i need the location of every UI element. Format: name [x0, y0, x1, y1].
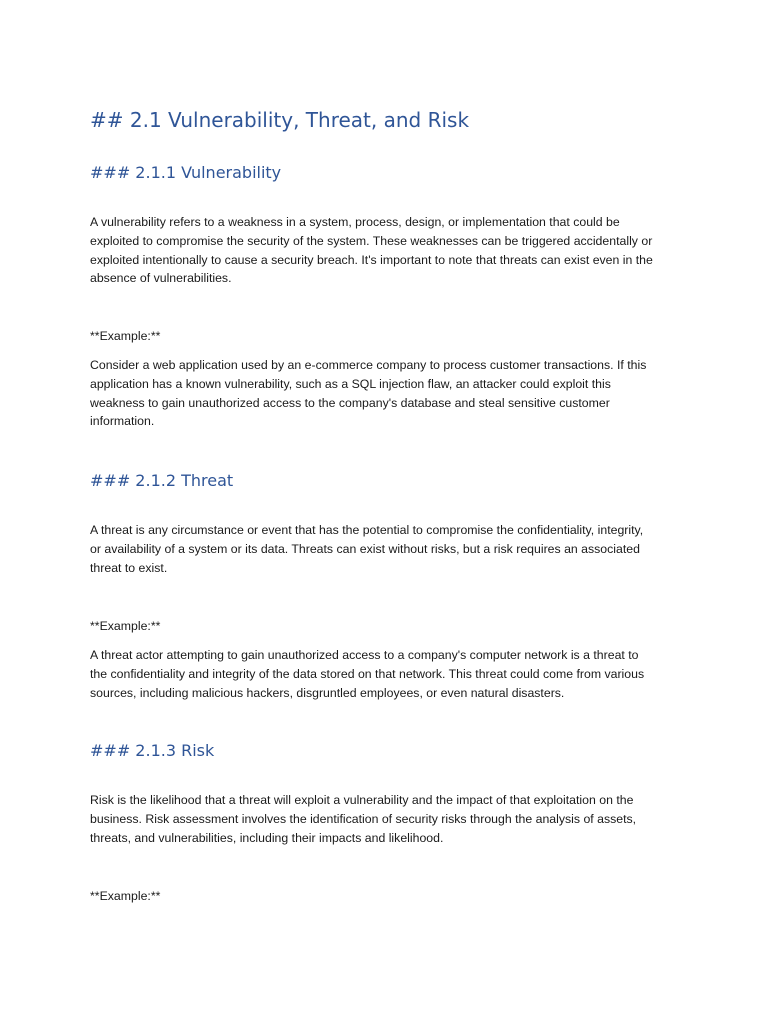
paragraph-line: information.: [90, 414, 155, 429]
paragraph-line: Risk is the likelihood that a threat will exploit a vulnerability and the impact of that exploitation on the: [90, 793, 634, 807]
paragraph-line: exploited intentionally to cause a security breach. It's important to note that threats can exist even in the: [90, 252, 653, 267]
vulnerability-definition-paragraph: [90, 213, 682, 288]
paragraph-line: weakness to gain unauthorized access to the company's database and steal sensitive customer: [90, 395, 610, 410]
threat-definition-paragraph: [90, 521, 682, 577]
section-heading-threat: ### 2.1.2 Threat: [90, 471, 234, 490]
paragraph-line: exploited to compromise the security of the system. These weaknesses can be triggered accidentally or: [90, 233, 653, 248]
paragraph-line: Consider a web application used by an e-commerce company to process customer transactions. If this: [90, 358, 647, 372]
paragraph-line: sources, including malicious hackers, disgruntled employees, or even natural disasters.: [90, 685, 565, 700]
paragraph-line: threats, and vulnerabilities, including their impacts and likelihood.: [90, 830, 444, 845]
section-heading-vulnerability: ### 2.1.1 Vulnerability: [90, 163, 282, 182]
page-title: ## 2.1 Vulnerability, Threat, and Risk: [90, 108, 470, 132]
paragraph-line: business. Risk assessment involves the identification of security risks through the analysis of assets,: [90, 811, 637, 826]
section-heading-risk: ### 2.1.3 Risk: [90, 741, 215, 760]
vulnerability-example-label: **Example:**: [90, 329, 161, 343]
threat-example-paragraph: [90, 646, 682, 702]
risk-example-label: **Example:**: [90, 889, 161, 903]
paragraph-line: threat to exist.: [90, 560, 168, 575]
threat-example-label: **Example:**: [90, 619, 161, 633]
paragraph-line: the confidentiality and integrity of the data stored on that network. This threat could come from various: [90, 666, 645, 681]
risk-definition-paragraph: [90, 791, 682, 847]
paragraph-line: application has a known vulnerability, such as a SQL injection flaw, an attacker could exploit this: [90, 376, 611, 391]
paragraph-line: A threat actor attempting to gain unauthorized access to a company's computer network is a threat to: [90, 648, 639, 662]
paragraph-line: or availability of a system or its data. Threats can exist without risks, but a risk requires an associated: [90, 541, 640, 556]
paragraph-line: A vulnerability refers to a weakness in a system, process, design, or implementation that could be: [90, 215, 620, 229]
vulnerability-example-paragraph: [90, 356, 682, 431]
paragraph-line: absence of vulnerabilities.: [90, 271, 232, 286]
paragraph-line: A threat is any circumstance or event that has the potential to compromise the confidentiality, integrity,: [90, 523, 644, 537]
